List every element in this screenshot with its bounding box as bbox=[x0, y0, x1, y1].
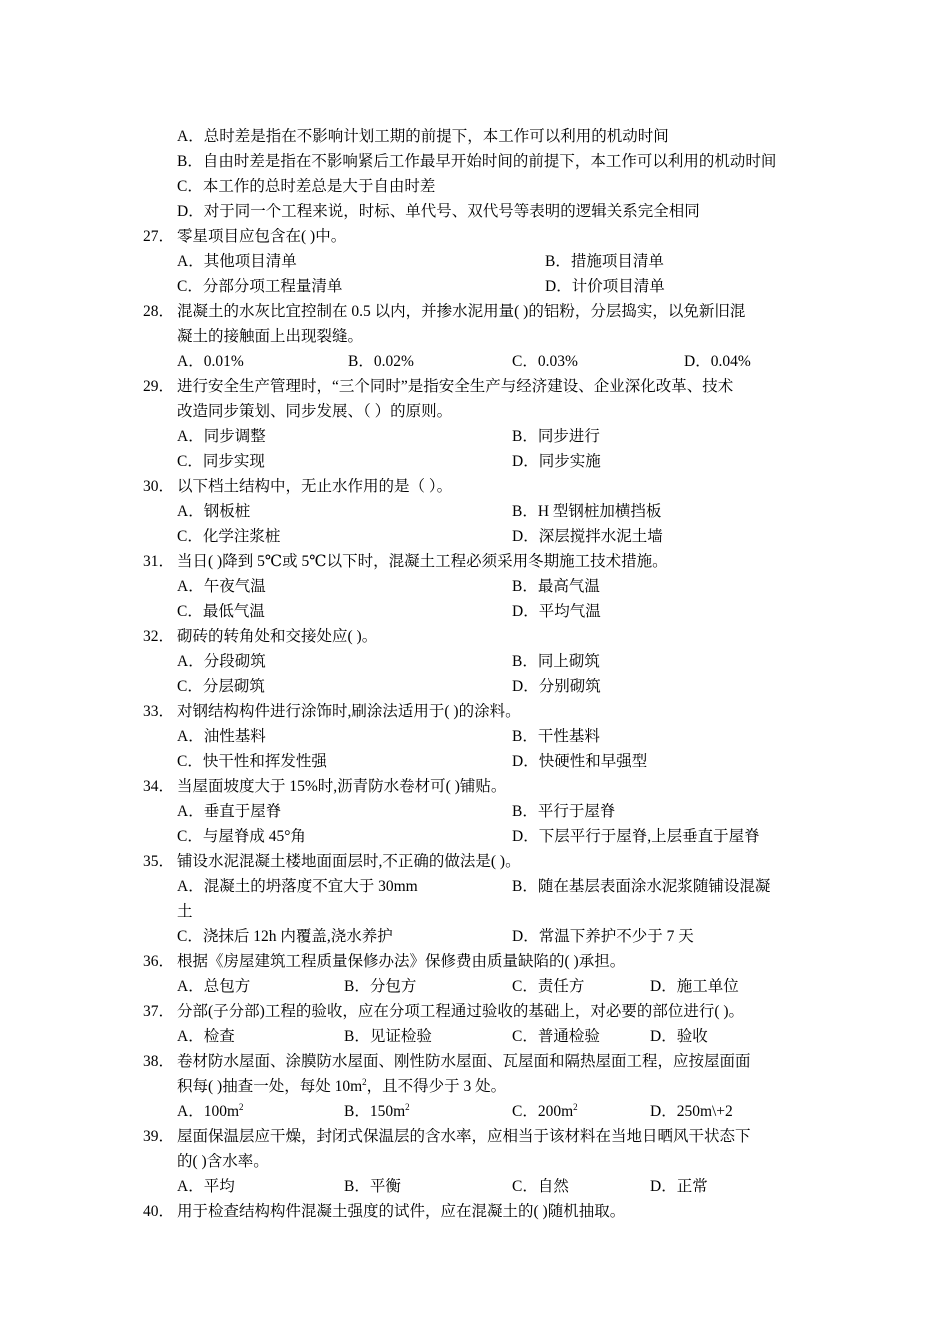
q27-option-b: B．措施项目清单 bbox=[545, 253, 664, 270]
q38-stem-line2 bbox=[177, 1077, 506, 1097]
q36-option-a: A．总包方 bbox=[177, 978, 251, 995]
q39-option-d: D．正常 bbox=[650, 1178, 708, 1195]
q27-option-c: C．分部分项工程量清单 bbox=[177, 278, 343, 295]
q39-stem-line2: 的( )含水率。 bbox=[177, 1153, 269, 1170]
q36-option-c: C．责任方 bbox=[512, 978, 585, 995]
q38-option-c-text: C．200m bbox=[512, 1103, 574, 1120]
q31-stem: 当日( )降到 5℃或 5℃以下时，混凝土工程必须采用冬期施工技术措施。 bbox=[177, 553, 668, 570]
q26-option-c: C．本工作的总时差总是大于自由时差 bbox=[177, 178, 436, 195]
q40-stem: 用于检查结构构件混凝土强度的试件，应在混凝土的( )随机抽取。 bbox=[177, 1203, 626, 1220]
q32-option-b: B．同上砌筑 bbox=[512, 653, 600, 670]
q26-option-a: A．总时差是指在不影响计划工期的前提下，本工作可以利用的机动时间 bbox=[177, 128, 669, 145]
q35-option-d: D．常温下养护不少于 7 天 bbox=[512, 928, 694, 945]
q27-option-a: A．其他项目清单 bbox=[177, 253, 297, 270]
q38-option-a bbox=[177, 1102, 244, 1122]
q28-number: 28． bbox=[143, 303, 175, 320]
q30-option-a: A．钢板桩 bbox=[177, 503, 251, 520]
q35-option-c: C．浇抹后 12h 内覆盖,浇水养护 bbox=[177, 928, 393, 945]
q36-option-b: B．分包方 bbox=[344, 978, 417, 995]
q38-stem-line1: 卷材防水屋面、涂膜防水屋面、刚性防水屋面、瓦屋面和隔热屋面工程，应按屋面面 bbox=[177, 1053, 751, 1070]
q37-number: 37． bbox=[143, 1003, 175, 1020]
q37-option-d: D．验收 bbox=[650, 1028, 708, 1045]
q33-stem: 对钢结构构件进行涂饰时,刷涂法适用于( )的涂料。 bbox=[177, 703, 521, 720]
q39-option-b: B．平衡 bbox=[344, 1178, 401, 1195]
q34-option-c: C．与屋脊成 45°角 bbox=[177, 828, 306, 845]
q33-option-c: C．快干性和挥发性强 bbox=[177, 753, 327, 770]
q29-stem-line1: 进行安全生产管理时，“三个同时”是指安全生产与经济建设、企业深化改革、技术 bbox=[177, 378, 734, 395]
q26-option-b: B．自由时差是指在不影响紧后工作最早开始时间的前提下，本工作可以利用的机动时间 bbox=[177, 153, 777, 170]
q29-option-d: D．同步实施 bbox=[512, 453, 601, 470]
q36-option-d: D．施工单位 bbox=[650, 978, 739, 995]
q30-option-d: D．深层搅拌水泥土墙 bbox=[512, 528, 663, 545]
q31-option-c: C．最低气温 bbox=[177, 603, 265, 620]
q37-stem: 分部(子分部)工程的验收，应在分项工程通过验收的基础上，对必要的部位进行( )。 bbox=[177, 1003, 745, 1020]
q31-option-a: A．午夜气温 bbox=[177, 578, 266, 595]
q39-stem-line1: 屋面保温层应干燥，封闭式保温层的含水率，应相当于该材料在当地日晒风干状态下 bbox=[177, 1128, 751, 1145]
q30-number: 30． bbox=[143, 478, 175, 495]
q32-option-c: C．分层砌筑 bbox=[177, 678, 265, 695]
q29-number: 29． bbox=[143, 378, 175, 395]
q38-option-d: D．250m\+2 bbox=[650, 1103, 733, 1120]
q37-option-a: A．检查 bbox=[177, 1028, 235, 1045]
q29-option-a: A．同步调整 bbox=[177, 428, 266, 445]
q31-option-b: B．最高气温 bbox=[512, 578, 600, 595]
q38-option-c-sup: 2 bbox=[573, 1102, 578, 1112]
q33-option-a: A．油性基料 bbox=[177, 728, 266, 745]
q40-number: 40． bbox=[143, 1203, 175, 1220]
q35-option-b: B．随在基层表面涂水泥浆随铺设混凝 bbox=[512, 878, 771, 895]
q28-stem-line1: 混凝土的水灰比宜控制在 0.5 以内，并掺水泥用量( )的铝粉，分层捣实，以免新旧混 bbox=[177, 303, 746, 320]
q38-stem-line2-b: ，且不得少于 3 处。 bbox=[366, 1078, 507, 1095]
q30-stem: 以下档土结构中，无止水作用的是（ ）。 bbox=[177, 478, 453, 495]
q35-option-b-continued: 土 bbox=[177, 903, 193, 920]
q36-number: 36． bbox=[143, 953, 175, 970]
q37-option-b: B．见证检验 bbox=[344, 1028, 432, 1045]
q38-option-b-text: B．150m bbox=[344, 1103, 406, 1120]
q39-option-a: A．平均 bbox=[177, 1178, 235, 1195]
q34-stem: 当屋面坡度大于 15%时,沥青防水卷材可( )铺贴。 bbox=[177, 778, 507, 795]
q38-option-b-sup: 2 bbox=[405, 1102, 410, 1112]
q38-option-a-text: A．100m bbox=[177, 1103, 240, 1120]
q38-stem-line2-a: 积每( )抽查一处，每处 10m bbox=[177, 1078, 363, 1095]
q35-number: 35． bbox=[143, 853, 175, 870]
q32-number: 32． bbox=[143, 628, 175, 645]
q35-option-a: A．混凝土的坍落度不宜大于 30mm bbox=[177, 878, 418, 895]
q36-stem: 根据《房屋建筑工程质量保修办法》保修费由质量缺陷的( )承担。 bbox=[177, 953, 626, 970]
q32-option-d: D．分别砌筑 bbox=[512, 678, 601, 695]
q38-number: 38． bbox=[143, 1053, 175, 1070]
q28-stem-line2: 凝土的接触面上出现裂缝。 bbox=[177, 328, 364, 345]
q33-option-b: B．干性基料 bbox=[512, 728, 600, 745]
q37-option-c: C．普通检验 bbox=[512, 1028, 600, 1045]
q29-option-b: B．同步进行 bbox=[512, 428, 600, 445]
q30-option-c: C．化学注浆桩 bbox=[177, 528, 281, 545]
q39-number: 39． bbox=[143, 1128, 175, 1145]
q38-option-b bbox=[344, 1102, 410, 1122]
q34-number: 34． bbox=[143, 778, 175, 795]
q34-option-b: B．平行于屋脊 bbox=[512, 803, 616, 820]
q31-option-d: D．平均气温 bbox=[512, 603, 601, 620]
q38-option-c bbox=[512, 1102, 578, 1122]
q32-option-a: A．分段砌筑 bbox=[177, 653, 266, 670]
q34-option-a: A．垂直于屋脊 bbox=[177, 803, 282, 820]
q33-number: 33． bbox=[143, 703, 175, 720]
q29-option-c: C．同步实现 bbox=[177, 453, 265, 470]
q27-option-d: D．计价项目清单 bbox=[545, 278, 665, 295]
q33-option-d: D．快硬性和早强型 bbox=[512, 753, 648, 770]
q28-option-a: A．0.01% bbox=[177, 353, 244, 370]
q28-option-b: B．0.02% bbox=[348, 353, 414, 370]
q28-option-c: C．0.03% bbox=[512, 353, 578, 370]
q29-stem-line2: 改造同步策划、同步发展、（ ）的原则。 bbox=[177, 403, 453, 420]
q27-number: 27． bbox=[143, 228, 175, 245]
q26-option-d: D．对于同一个工程来说，时标、单代号、双代号等表明的逻辑关系完全相同 bbox=[177, 203, 700, 220]
q32-stem: 砌砖的转角处和交接处应( )。 bbox=[177, 628, 378, 645]
q38-option-a-sup: 2 bbox=[239, 1102, 244, 1112]
q31-number: 31． bbox=[143, 553, 175, 570]
q35-stem: 铺设水泥混凝土楼地面面层时,不正确的做法是( )。 bbox=[177, 853, 521, 870]
q34-option-d: D．下层平行于屋脊,上层垂直于屋脊 bbox=[512, 828, 760, 845]
q28-option-d: D．0.04% bbox=[684, 353, 751, 370]
q27-stem: 零星项目应包含在( )中。 bbox=[177, 228, 347, 245]
q30-option-b: B．H 型钢桩加横挡板 bbox=[512, 503, 662, 520]
q38-superscript: 2 bbox=[362, 1077, 367, 1087]
q39-option-c: C．自然 bbox=[512, 1178, 569, 1195]
